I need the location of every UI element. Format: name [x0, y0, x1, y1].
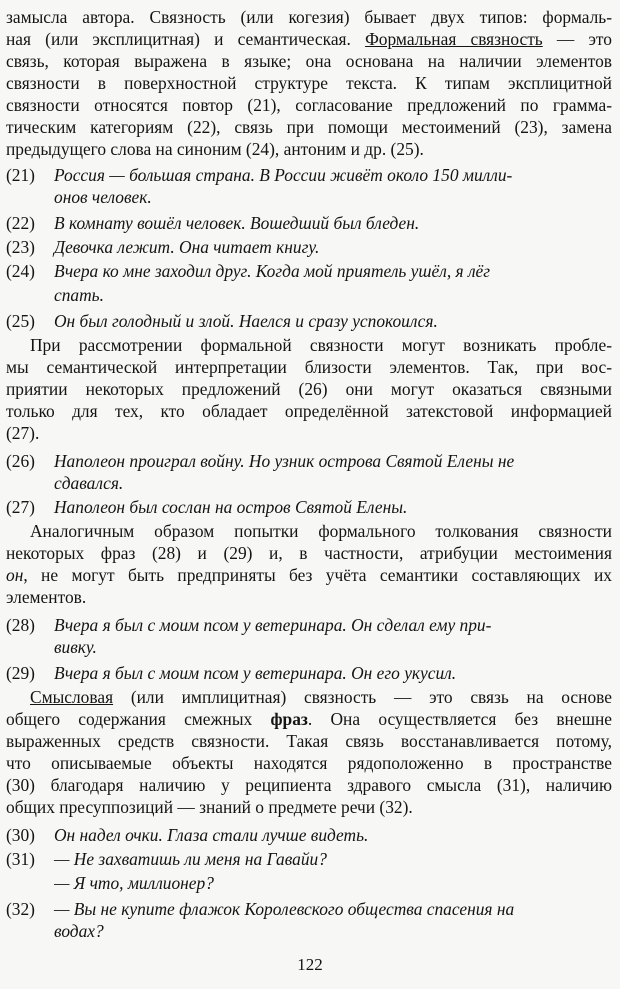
example-text: Вчера я был с моим псом у ветеринара. Он его укусил. [54, 663, 457, 683]
example-text: — Вы не купите флажок Королевского общества спасения на [54, 899, 515, 919]
example-number: (28) [6, 615, 35, 635]
example-24 [6, 260, 612, 282]
p2-line-2: мы семантической интерпретации близости элементов. Так, при вос- [6, 357, 612, 377]
example-number: (24) [6, 261, 35, 281]
example-23 [6, 236, 612, 258]
term-phrases: фраз [270, 709, 308, 729]
example-31 [6, 848, 612, 870]
p1-line-5: связности относятся повтор (21), согласование предложений по граммa- [6, 95, 612, 115]
example-number: (21) [6, 165, 35, 185]
p1-line-2b: — это [542, 29, 612, 49]
p4-line-1b: (или имплицитная) связность — это связь на основе [113, 687, 612, 707]
p4-line-1 [30, 686, 612, 708]
p1-line-1: замысла автора. Связность (или когезия) бывает двух типов: формаль- [6, 7, 612, 27]
example-32-cont: водах? [54, 921, 104, 941]
p4-line-2c: . Она осуществляется без внешне [307, 709, 612, 729]
p1-line-2a: ная (или эксплицитная) и семантическая. [6, 29, 366, 49]
example-text: Девочка лежит. Она читает книгу. [54, 237, 320, 257]
p4-line-4: что описываемые объекты находятся рядоположенно в пространстве [6, 753, 612, 773]
example-text: В комнату вошёл человек. Вошедший был бледен. [54, 213, 420, 233]
example-21 [6, 164, 612, 186]
example-31-cont: — Я что, миллионер? [54, 873, 214, 893]
p4-line-3: выраженных средств связности. Такая связь восстанавливается потому, [6, 731, 612, 751]
example-number: (25) [6, 311, 35, 331]
example-24-cont: спать. [54, 285, 104, 305]
p3-line-2: некоторых фраз (28) и (29) и, в частности, атрибуции местоимения [6, 543, 612, 563]
example-text: Россия — большая страна. В России живёт около 150 милли- [54, 165, 513, 185]
p1-line-3: связь, которая выражена в языке; она основана на наличии элементов [6, 51, 612, 71]
p2-line-5: (27). [6, 423, 40, 443]
example-number: (30) [6, 825, 35, 845]
example-28-cont: вивку. [54, 637, 97, 657]
example-text: Вчера ко мне заходил друг. Когда мой приятель ушёл, я лёг [54, 261, 491, 281]
p4-line-2 [6, 708, 612, 730]
example-number: (29) [6, 663, 35, 683]
example-32 [6, 898, 612, 920]
p3-line-3 [6, 564, 612, 586]
example-22 [6, 212, 612, 234]
example-28 [6, 614, 612, 636]
example-29 [6, 662, 612, 684]
example-text: Вчера я был с моим псом у ветеринара. Он сделал ему при- [54, 615, 492, 635]
p3-line-1: Аналогичным образом попытки формального толкования связности [30, 521, 612, 541]
page-number: 122 [297, 955, 323, 974]
example-30 [6, 824, 612, 846]
term-semantic-cohesion: Смысловая [30, 687, 114, 707]
example-26 [6, 450, 612, 472]
p4-line-5: (30) благодаря наличию у реципиента здравого смысла (31), наличию [6, 775, 612, 795]
p1-line-6: тическим категориям (22), связь при помощи местоимений (23), замена [6, 117, 612, 137]
p2-line-1: При рассмотрении формальной связности могут возникать пробле- [30, 335, 612, 355]
example-text: Наполеон был сослан на остров Святой Елены. [54, 497, 408, 517]
p1-line-4: связности в поверхностной структуре текста. К типам эксплицитной [6, 73, 612, 93]
example-26-cont: сдавался. [54, 473, 124, 493]
example-21-cont: онов человек. [54, 187, 152, 207]
example-25 [6, 310, 612, 332]
p4-line-6: общих пресуппозиций — знаний о предмете речи (32). [6, 797, 413, 817]
example-text: — Не захватишь ли меня на Гавайи? [54, 849, 327, 869]
example-27 [6, 496, 612, 518]
example-text: Наполеон проиграл войну. Но узник острова Святой Елены не [54, 451, 515, 471]
example-number: (31) [6, 849, 35, 869]
pronoun-on: он [6, 565, 24, 585]
p3-line-3b: , не могут быть предприняты без учёта семантики составляющих их [23, 565, 612, 585]
p2-line-4: только для тех, кто обладает определённой затекстовой информацией [6, 401, 612, 421]
example-number: (23) [6, 237, 35, 257]
example-text: Он надел очки. Глаза стали лучше видеть. [54, 825, 369, 845]
p2-line-3: приятии некоторых предложений (26) они могут оказаться связными [6, 379, 612, 399]
p1-line-7: предыдущего слова на синоним (24), антоним и др. (25). [6, 139, 424, 159]
example-number: (26) [6, 451, 35, 471]
example-number: (27) [6, 497, 35, 517]
term-formal-cohesion: Формальная связность [365, 29, 543, 49]
example-number: (22) [6, 213, 35, 233]
p4-line-2a: общего содержания смежных [6, 709, 271, 729]
example-number: (32) [6, 899, 35, 919]
p3-line-4: элементов. [6, 587, 87, 607]
example-text: Он был голодный и злой. Наелся и сразу успокоился. [54, 311, 438, 331]
p1-line-2 [6, 28, 612, 50]
